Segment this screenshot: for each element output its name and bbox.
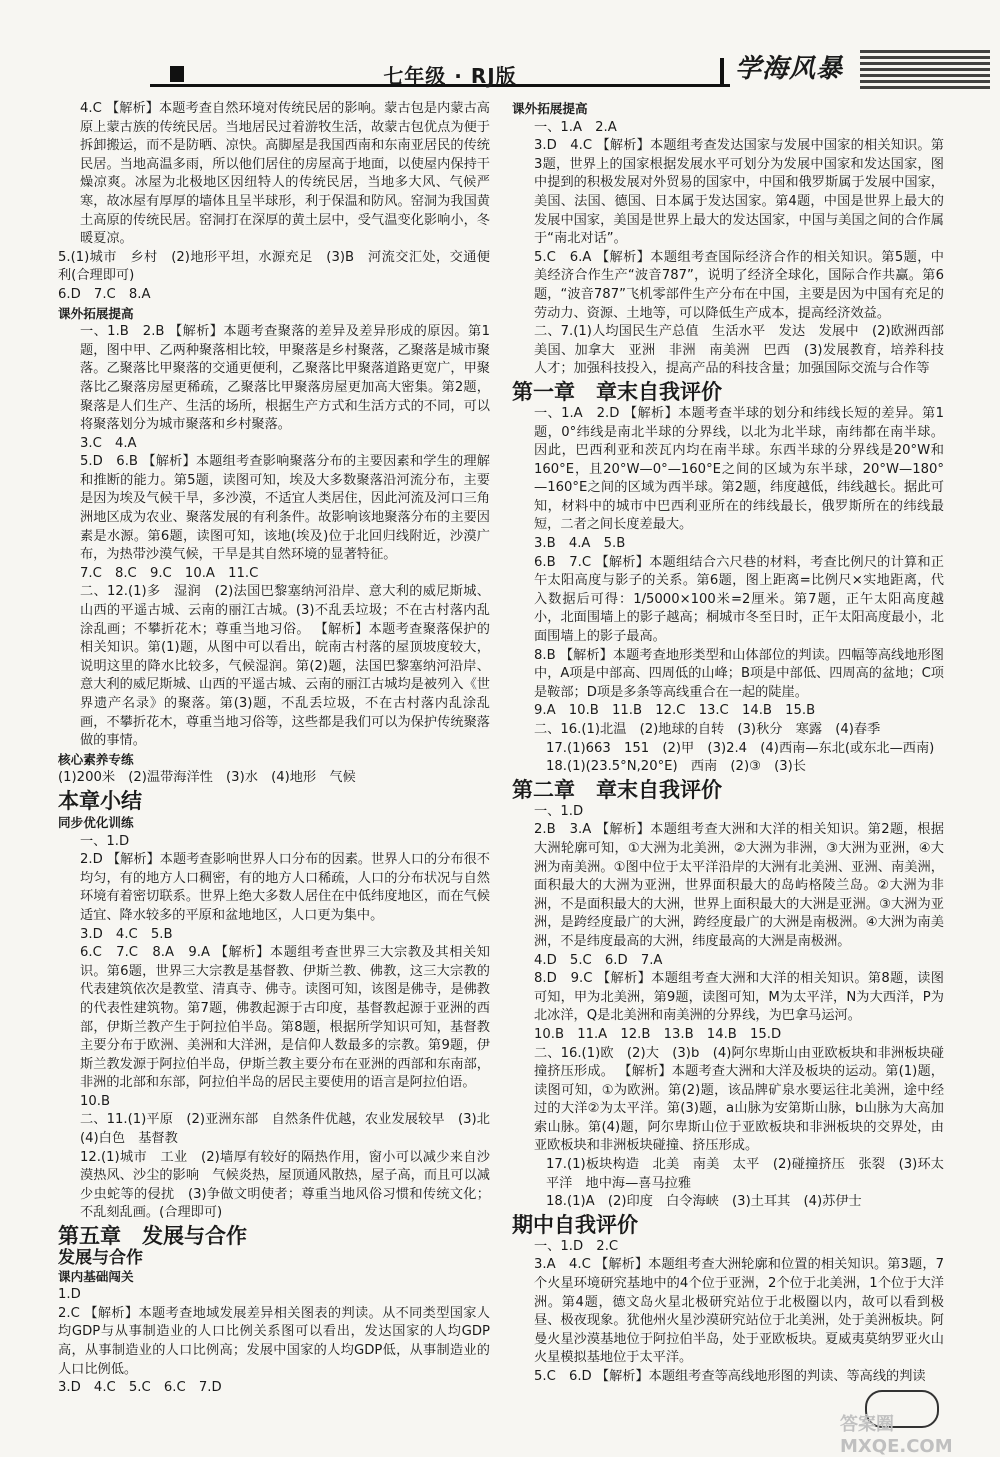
answer-paragraph: 12.(1)城市 工业 (2)墙厚有较好的隔热作用，窗小可以减少来自沙漠热风、沙尘的影响 气候炎热，屋顶通风散热，屋子高，而且可以减少虫蛇等的侵扰 (3)争做文明使者；尊重当地风俗习惯和传统文化；不乱刻乱画。(合理即可)	[80, 1149, 490, 1221]
answer-paragraph: 3.A 4.C 【解析】本题组考查大洲轮廓和位置的相关知识。第3题，7个火星环境研究基地中的4个位于亚洲，2个位于北美洲，1个位于大洋洲。第4题，德文岛火星北极研究站位于北极圈以内，故可以看到极昼、极夜现象。犹他州火星沙漠研究站位于北美洲，处于美洲板块。阿曼火星沙漠基地位于阿拉伯半岛，处于亚欧板块。夏威夷莫纳罗亚火山火星模拟基地位于太平洋。	[534, 1257, 944, 1366]
answer-paragraph: 5.(1)城市 乡村 (2)地形平坦，水源充足 (3)B 河流交汇处，交通便利(合理即可)	[58, 249, 490, 284]
logo-bar	[720, 58, 724, 86]
answer-paragraph: 8.D 9.C 【解析】本题组考查大洲和大洋的相关知识。第8题，读图可知，甲为北美洲，第9题，读图可知，M为太平洋，N为大西洋，P为北冰洋，Q是北美洲和南美洲的分界线，为巴拿马运河。	[534, 971, 944, 1024]
answer-paragraph: 18.(1)A (2)印度 白令海峡 (3)土耳其 (4)苏伊士	[546, 1194, 862, 1210]
section-heading: 第一章 章末自我评价	[512, 379, 722, 404]
section-heading: 期中自我评价	[512, 1212, 638, 1237]
answer-paragraph: 4.C 【解析】本题考查自然环境对传统民居的影响。蒙古包是内蒙古高原上蒙古族的传统民居。当地居民过着游牧生活，故蒙古包优点为便于拆卸搬运，而不是防晒、凉快。高脚屋是我国西南和东南亚居民的传统民居。当地高温多雨，所以他们居住的房屋高于地面，以使屋内保持干燥凉爽。冰屋为北极地区因纽特人的传统民居，当地多大风、气候严寒，故冰屋有厚厚的墙体且呈半球形，利于保温和防风。窑洞为我国黄土高原的传统民居。窑洞打在深厚的黄土层中，受气温变化影响小，冬暖夏凉。	[80, 101, 490, 247]
header-title: 七年级 · RJ版	[383, 64, 517, 88]
answer-paragraph: 5.C 6.D 【解析】本题组考查等高线地形图的判读、等高线的判读	[534, 1369, 926, 1384]
brand-logo: 学海风暴	[735, 54, 844, 84]
answer-paragraph: 8.B 【解析】本题考查地形类型和山体部位的判读。四幅等高线地形图中，A项是中部高、四周低的山峰；B项是中部低、四周高的盆地；C项是鞍部；D项是多条等高线重合在一起的陡崖。	[534, 647, 944, 700]
section-heading: 本章小结	[58, 788, 142, 813]
subsection-label: 核心素养专练	[58, 751, 134, 767]
section-heading: 第二章 章末自我评价	[512, 777, 722, 802]
subsection-label: 课外拓展提高	[512, 101, 588, 116]
answer-paragraph: 5.C 6.A 【解析】本题组考查国际经济合作的相关知识。第5题，中美经济合作生产“波音787”，说明了经济全球化，国际合作共赢。第6题，“波音787”飞机零部件生产分布在中国，主要是因为中国有充足的劳动力、资源、土地等，可以降低生产成本，提高经济效益。	[534, 249, 944, 321]
answer-paragraph: 二、11.(1)平原 (2)亚洲东部 自然条件优越，农业发展较早 (3)北 (4)白色 基督教	[80, 1112, 504, 1147]
page-header	[0, 0, 1000, 92]
answer-paragraph: 二、7.(1)人均国民生产总值 生活水平 发达 发展中 (2)欧洲西部 美国、加拿大 亚洲 非洲 南美洲 巴西 (3)发展教育，培养科技人才；加强科技投入，提高产品的科技含量；加强国际交流与合作等	[534, 324, 958, 377]
subsection-label: 课外拓展提高	[58, 305, 134, 321]
subsection-label: 同步优化训练	[58, 814, 134, 830]
answer-paragraph: 9.A 10.B 11.B 12.C 13.C 14.B 15.B	[534, 703, 816, 719]
section-heading: 发展与合作	[58, 1248, 143, 1269]
answer-paragraph: 6.D 7.C 8.A	[58, 286, 151, 302]
right-column	[512, 100, 958, 1387]
answer-paragraph: 10.B 11.A 12.B 13.B 14.B 15.D	[534, 1026, 782, 1042]
answer-paragraph: 3.D 4.C 【解析】本题组考查发达国家与发展中国家的相关知识。第3题，世界上的国家根据发展水平可划分为发展中国家和发达国家，图中提到的积极发展对外贸易的国家中，中国和俄罗斯属于发展中国家，美国、法国、德国、日本属于发达国家。第4题，中国是世界上最大的发展中国家，美国是世界上最大的发达国家，中国与美国之间的合作属于“南北对话”。	[534, 138, 944, 247]
answer-paragraph: 17.(1)板块构造 北美 南美 太平 (2)碰撞挤压 张裂 (3)环太平洋 地中海—喜马拉雅	[546, 1157, 944, 1191]
answer-paragraph: 17.(1)663 151 (2)甲 (3)2.4 (4)西南—东北(或东北—西南)	[546, 740, 935, 756]
answer-paragraph: 2.D 【解析】本题考查影响世界人口分布的因素。世界人口的分布很不均匀，有的地方人口稠密，有的地方人口稀疏，人口的分布状况与自然环境有着密切联系。世界上绝大多数人居住在中低纬度地区，而在气候适宜、降水较多的平原和盆地地区，人口更为集中。	[80, 852, 490, 923]
answer-paragraph: 一、1.D	[80, 833, 130, 849]
watermark-text: 答案圈 MXQE.COM	[840, 1414, 953, 1457]
answer-paragraph: 2.C 【解析】本题考查地域发展差异相关图表的判读。从不同类型国家人均GDP与从事制造业的人口比例关系图可以看出，发达国家的人均GDP高，从事制造业的人口比例高；发展中国家的人均GDP低，从事制造业的人口比例低。	[58, 1305, 490, 1377]
answer-paragraph: 3.C 4.A	[80, 435, 137, 451]
header-decoration	[860, 50, 990, 90]
answer-paragraph: 一、1.A 2.A	[534, 119, 617, 135]
answer-paragraph: 4.D 5.C 6.D 7.A	[534, 952, 663, 968]
answer-paragraph: 一、1.A 2.D 【解析】本题考查半球的划分和纬线长短的差异。第1题，0°纬线是南北半球的分界线，以北为北半球，南纬都在南半球。因此，巴西利亚和茨瓦内均在南半球。东西半球的分界线是20°W和160°E，且20°W—0°—160°E之间的区域为东半球，20°W—180°—160°E之间的区域为西半球。第2题，纬度越低，纬线越长。据此可知，材料中的城市中巴西利亚所在的纬线最长，俄罗斯所在的纬线最短，二者之间长度差最大。	[534, 405, 944, 533]
answer-paragraph: 3.D 4.C 5.B	[80, 926, 173, 942]
answer-paragraph: 6.B 7.C 【解析】本题组结合六尺巷的材料，考查比例尺的计算和正午太阳高度与影子的关系。第6题，图上距离=比例尺×实地距离，代入数据后可得：1/5000×100米=2厘米。第7题，正午太阳高度越小，北面围墙上的影子越高；桐城市冬至日时，正午太阳高度最小，北面围墙上的影子最高。	[534, 554, 944, 645]
answer-paragraph: 2.B 3.A 【解析】本题组考查大洲和大洋的相关知识。第2题，根据大洲轮廓可知，①大洲为北美洲，②大洲为非洲，③大洲为亚洲，④大洲为南美洲。①图中位于太平洋沿岸的大洲有北美洲、亚洲、南美洲，面积最大的大洲为亚洲，世界面积最大的岛屿格陵兰岛。②大洲为非洲，不是面积最大的大洲，世界上面积最大的大洲是亚洲。③大洲为亚洲，是跨经度最广的大洲，跨经度最广的大洲是南极洲。④大洲为南美洲，不是纬度最高的大洲，纬度最高的大洲是南极洲。	[534, 822, 944, 949]
section-heading: 第五章 发展与合作	[58, 1224, 247, 1249]
answer-paragraph: 一、1.D 2.C	[534, 1238, 619, 1254]
answer-paragraph: 7.C 8.C 9.C 10.A 11.C	[80, 565, 259, 581]
answer-paragraph: 二、16.(1)欧 (2)大 (3)b (4)阿尔卑斯山由亚欧板块和非洲板块碰撞挤压形成。 【解析】本题考查大洲和大洋及板块的运动。第(1)题，读图可知，①为欧洲。第(2)题，该品牌矿泉水要运往北美洲，途中经过的大洋②为太平洋。第(3)题，a山脉为安第斯山脉，b山脉为大高加索山脉。第(4)题，阿尔卑斯山位于亚欧板块和非洲板块的交界处，由亚欧板块和非洲板块碰撞、挤压形成。	[534, 1045, 944, 1154]
answer-paragraph: (1)200米 (2)温带海洋性 (3)水 (4)地形 气候	[58, 770, 356, 786]
answer-paragraph: 18.(1)(23.5°N,20°E) 西南 (2)③ (3)长	[546, 759, 806, 775]
answer-paragraph: 5.D 6.B 【解析】本题组考查影响聚落分布的主要因素和学生的理解和推断的能力。第5题，读图可知，埃及大多数聚落沿河流分布，主要是因为埃及气候干旱，多沙漠，不适宜人类居住，因此河流及河口三角洲地区成为农业、聚落发展的有利条件。故影响该地聚落分布的主要因素是水源。第6题，读图可知，该地(埃及)位于北回归线附近，沙漠广布，为热带沙漠气候，干旱是其自然环境的显著特征。	[80, 454, 490, 563]
answer-paragraph: 一、1.D	[534, 803, 584, 819]
answer-paragraph: 1.D	[58, 1287, 81, 1303]
answer-paragraph: 一、1.B 2.B 【解析】本题考查聚落的差异及差异形成的原因。第1题，图中甲、乙两种聚落相比较，甲聚落是乡村聚落，乙聚落是城市聚落。乙聚落比甲聚落的交通更便利，乙聚落比甲聚落道路更宽广，甲聚落比乙聚落房屋更稀疏，乙聚落比甲聚落房屋更加高大密集。第2题，聚落是人们生产、生活的场所，根据生产方式和生活方式的不同，可以将聚落划分为城市聚落和乡村聚落。	[80, 324, 490, 433]
answer-paragraph: 6.C 7.C 8.A 9.A 【解析】本题组考查世界三大宗教及其相关知识。第6题，世界三大宗教是基督教、伊斯兰教、佛教，这三大宗教的代表建筑依次是教堂、清真寺、佛寺。读图可知，该图是佛寺，是佛教的代表性建筑物。第7题，佛教起源于古印度，基督教起源于亚洲的西部，伊斯兰教产生于阿拉伯半岛。第8题，根据所学知识可知，基督教主要分布于欧洲、美洲和大洋洲，是信仰人数最多的宗教。第9题，伊斯兰教发源于阿拉伯半岛，伊斯兰教主要分布在亚洲的西部和东南部，非洲的北部和东部，阿拉伯半岛的居民主要使用的语言是阿拉伯语。	[80, 945, 490, 1091]
answer-paragraph: 二、12.(1)多 湿润 (2)法国巴黎塞纳河沿岸、意大利的威尼斯城、山西的平遥古城、云南的丽江古城。(3)不乱丢垃圾；不在古村落内乱涂乱画；不攀折花木；尊重当地习俗。 【解析】本题考查聚落保护的相关知识。第(1)题，从图中可以看出，皖南古村落的屋顶坡度较大，说明这里的降水比较多，气候湿润。第(2)题，法国巴黎塞纳河沿岸、意大利的威尼斯城、山西的平遥古城、云南的丽江古城均是被列入《世界遗产名录》的聚落。第(3)题，不乱丢垃圾，不在古村落内乱涂乱画，不攀折花木，尊重当地习俗等，这些都是我们可以为保护传统聚落做的事情。	[80, 584, 490, 749]
header-square-mark	[170, 66, 184, 82]
answer-paragraph: 3.D 4.C 5.C 6.C 7.D	[58, 1380, 222, 1396]
answer-paragraph: 3.B 4.A 5.B	[534, 536, 626, 552]
left-column	[58, 100, 504, 1398]
answer-paragraph: 10.B	[80, 1093, 111, 1109]
answer-paragraph: 二、16.(1)北温 (2)地球的自转 (3)秋分 寒露 (4)春季	[534, 722, 881, 737]
subsection-label: 课内基础闯关	[58, 1268, 134, 1284]
